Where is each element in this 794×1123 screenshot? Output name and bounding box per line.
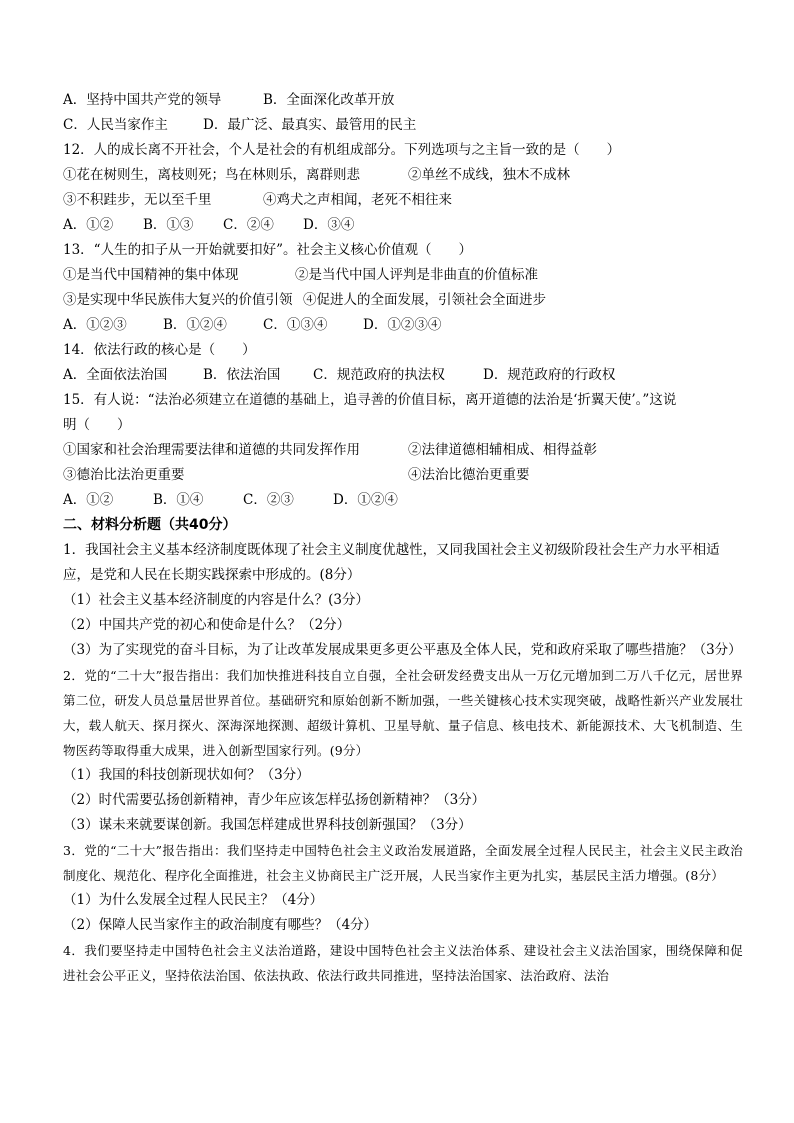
q14-stem: 14．依法行政的核心是（ ） [63,342,256,358]
q15-statement-1: ①国家和社会治理需要法律和道德的共同发挥作用 [63,442,360,458]
q15-option-a: A．①② [63,492,114,508]
material-1-text: 1．我国社会主义基本经济制度既体现了社会主义制度优越性，又同我国社会主义初级阶段社会生产力水平相适应，是党和人民在长期实践探索中形成的。(8分） [63,542,720,583]
q13-statement-3: ③是实现中华民族伟大复兴的价值引领 [63,292,293,308]
q11-option-d: D．最广泛、最真实、最管用的民主 [203,117,417,133]
q15-statements-row1 [63,438,743,463]
material-3-question-1: （1）为什么发展全过程人民民主？（4分） [63,892,324,908]
material-3-text: 3．党的“二十大”报告指出：我们坚持走中国特色社会主义政治发展道路，全面发展全过程人民民主，社会主义民主政治制度化、规范化、程序化全面推进，社会主义协商民主广泛开展，人民当家作主更为扎实，基层民主活力增强。(8分） [63,843,743,883]
q13-statements-row2 [63,288,743,313]
q15-stem-line1: 15．有人说：“法治必须建立在道德的基础上，追寻善的价值目标，离开道德的法治是‘折翼天使’。”这说 [63,392,677,408]
q13-stem: 13．“人生的扣子从一开始就要扣好”。社会主义核心价值观（ ） [63,242,472,258]
q14-option-c: C．规范政府的执法权 [313,367,445,383]
material-1-question-2: （2）中国共产党的初心和使命是什么？（2分） [63,617,351,633]
material-3-question-2: （2）保障人民当家作主的政治制度有哪些？（4分） [63,917,378,933]
q11-option-a: A．坚持中国共产党的领导 [63,92,222,108]
q13-statements-row1 [63,263,743,288]
q15-statement-3: ③德治比法治更重要 [63,467,185,483]
q11-options-row1 [63,88,743,113]
q12-option-a: A．①② [63,217,114,233]
q12-statement-3: ③不积跬步，无以至千里 [63,192,212,208]
material-2-question-1: （1）我国的科技创新现状如何？（3分） [63,767,310,783]
material-2-text: 2．党的“二十大”报告指出：我们加快推进科技自立自强，全社会研发经费支出从一万亿元增加到二万八千亿元，居世界第二位，研发人员总量居世界首位。基础研究和原始创新不断加强，一些关键核心技术实现突破，战略性新兴产业发展壮大，载人航天、探月探火、深海深地探测、超级计算机、卫星导航、量子信息、核电技术、新能源技术、大飞机制造、生物医药等取得重大成果，进入创新型国家行列。(9分） [63,668,743,758]
q13-option-b: B．①②④ [163,317,227,333]
q12-statement-1: ①花在树则生，离枝则死；鸟在林则乐，离群则悲 [63,167,360,183]
material-4-text: 4．我们要坚持走中国特色社会主义法治道路，建设中国特色社会主义法治体系、建设社会主义法治国家，围绕保障和促进社会公平正义，坚持依法治国、依法执政、依法行政共同推进，坚持法治国家、法治政府、法治 [63,943,743,983]
q15-option-b: B．①④ [153,492,204,508]
q14-option-b: B．依法治国 [203,367,281,383]
q14-options [63,363,743,388]
section-title: 二、材料分析题（共40分） [63,517,237,533]
material-1-question-3: （3）为了实现党的奋斗目标，为了让改革发展成果更多更公平惠及全体人民，党和政府采取了哪些措施？（3分） [63,642,742,658]
q13-options [63,313,743,338]
q12-option-c: C．②④ [223,217,274,233]
q12-statement-2: ②单丝不成线，独木不成林 [408,167,570,183]
q15-statement-2: ②法律道德相辅相成、相得益彰 [408,442,597,458]
material-1-question-1: （1）社会主义基本经济制度的内容是什么？(3分） [63,592,369,608]
q12-options [63,213,743,238]
q15-options [63,488,743,513]
q14-option-d: D．规范政府的行政权 [483,367,616,383]
q12-stem: 12．人的成长离不开社会，个人是社会的有机组成部分。下列选项与之主旨一致的是（ ） [63,142,621,158]
q12-option-b: B．①③ [143,217,194,233]
q11-option-c: C．人民当家作主 [63,117,168,133]
exam-page [63,88,743,988]
q15-option-c: C．②③ [243,492,294,508]
q13-option-c: C．①③④ [263,317,328,333]
q11-option-b: B．全面深化改革开放 [263,92,395,108]
q15-statement-4: ④法治比德治更重要 [408,467,530,483]
q13-option-d: D．①②③④ [363,317,442,333]
q13-option-a: A．①②③ [63,317,127,333]
q15-option-d: D．①②④ [333,492,398,508]
q13-statement-2: ②是当代中国人评判是非曲直的价值标准 [295,267,538,283]
q14-option-a: A．全面依法治国 [63,367,168,383]
q12-statement-4: ④鸡犬之声相闻，老死不相往来 [263,192,452,208]
q11-options-row2 [63,113,743,138]
material-2-question-2: （2）时代需要弘扬创新精神，青少年应该怎样弘扬创新精神？（3分） [63,792,486,808]
q12-statements-row2 [63,188,743,213]
q15-stem-line2: 明（ ） [63,417,131,433]
q13-statement-4: ④促进人的全面发展，引领社会全面进步 [303,292,546,308]
q15-statements-row2 [63,463,743,488]
material-2-question-3: （3）谋未来就要谋创新。我国怎样建成世界科技创新强国？（3分） [63,817,472,833]
q12-option-d: D．③④ [303,217,355,233]
q13-statement-1: ①是当代中国精神的集中体现 [63,267,239,283]
q12-statements-row1 [63,163,743,188]
